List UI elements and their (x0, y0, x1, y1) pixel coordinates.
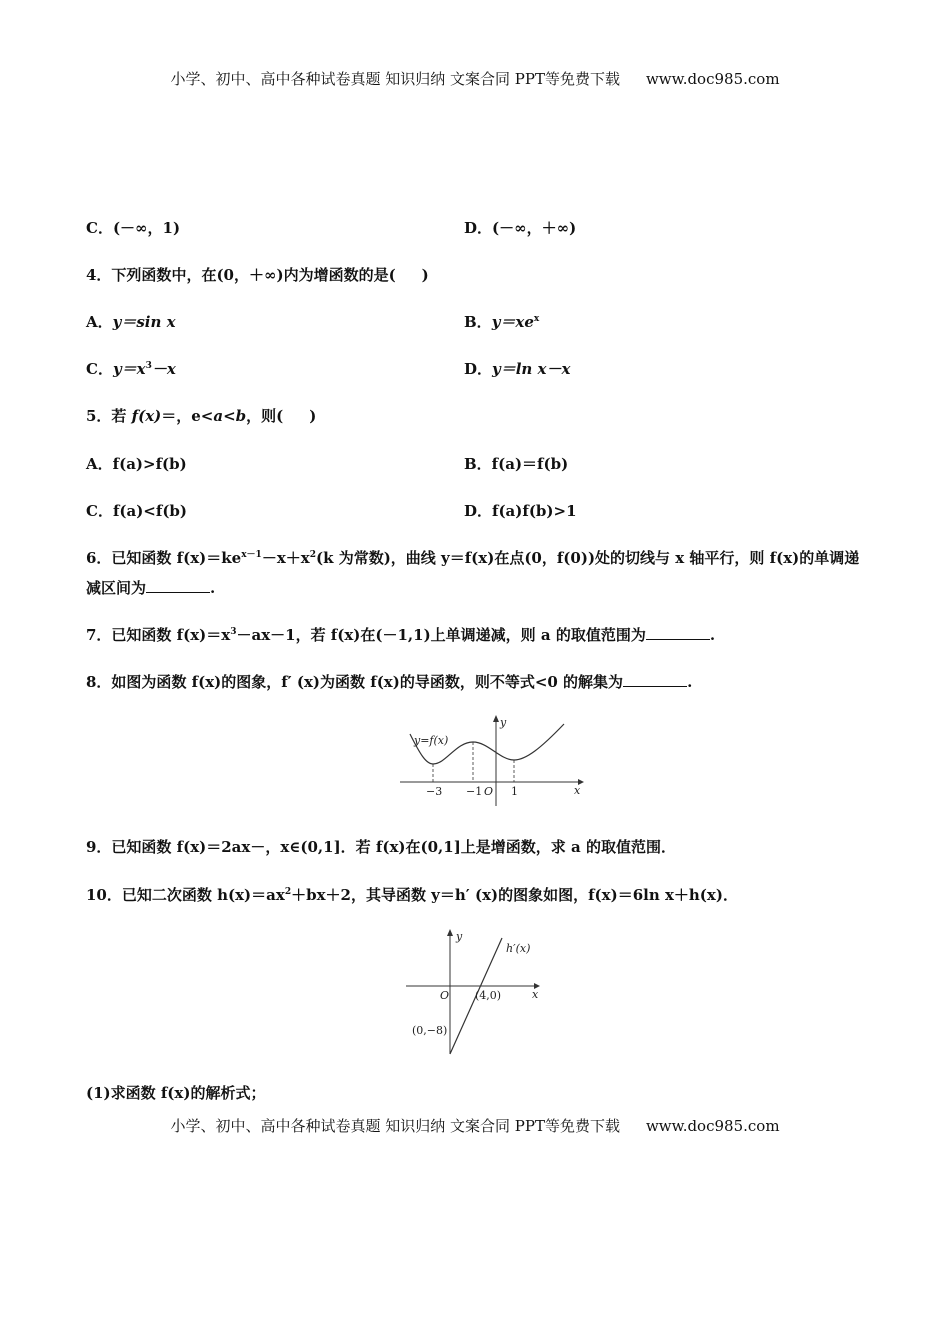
q4-stem-text: 4．下列函数中，在(0，＋∞)内为增函数的是( (86, 266, 396, 284)
q4-a-text: y＝sin x (112, 313, 176, 331)
question-10-part-1: (1)求函数 f(x)的解析式； (86, 1084, 266, 1102)
y-axis-label: y (500, 716, 507, 729)
q4-option-b (464, 308, 539, 336)
q7-answer-blank[interactable] (646, 623, 710, 640)
page-footer (0, 1115, 950, 1136)
q10-text-b: ＋bx＋2，其导函数 y＝h′ (x)的图象如图，f(x)＝6ln x＋h(x)． (291, 886, 738, 904)
question-8: 8．如图为函数 f(x)的图象，f′ (x)为函数 f(x)的导函数，则不等式<0 的解集为 . (86, 668, 692, 696)
q7-sup: 3 (230, 627, 237, 637)
point-label-4-0: (4,0) (475, 989, 502, 1002)
q5-stem-c: ，则( (246, 407, 284, 425)
q7-text-b: －ax－1，若 f(x)在(－1,1)上单调递减，则 a 的取值范围为 (236, 626, 646, 644)
point-label-0-neg8: (0,−8) (412, 1024, 448, 1037)
q5-stem-d: ) (309, 407, 317, 425)
q6-text-c: (k 为常数)，曲线 y＝f(x)在点(0，f(0))处的切线与 x 轴平行，则 f(x)的单调递 (315, 549, 860, 567)
q6-text-b: －x＋x (261, 549, 310, 567)
tick-label-neg1: −1 (466, 785, 483, 798)
figure-q8-graph (396, 712, 586, 808)
y-axis-arrow (493, 715, 499, 722)
q6-answer-blank[interactable] (146, 576, 210, 593)
x-axis-label: x (574, 784, 581, 797)
q4-b-text: y＝xe (491, 313, 534, 331)
q5-option-c: C．f(a)<f(b) (86, 502, 188, 520)
q4-option-a (86, 308, 176, 336)
line-label: h′(x) (506, 942, 531, 955)
q4-c-sup: 3 (145, 361, 152, 371)
question-7: 7．已知函数 $f(x)=x^3-ax-1$，若 f(x)在(－1,1)上单调递减，则 a 的取值范围为 . (86, 621, 715, 649)
q5-option-b: B．f(a)＝f(b) (464, 455, 569, 473)
q6-sup2: 2 (309, 550, 316, 560)
q10-text-a: 10．已知二次函数 h(x)＝ax (86, 886, 285, 904)
question-6-line1 (86, 544, 859, 572)
q6-line2-text: 减区间为 (86, 579, 147, 597)
origin-label: O (484, 785, 494, 798)
q4-b-sup: x (533, 314, 540, 324)
q5-stem-a: 5．若 (86, 407, 132, 425)
q3-option-c: C．(－∞，1) (86, 219, 181, 237)
q5-option-a: A．f(a)>f(b) (86, 455, 187, 473)
footer-url[interactable]: www.doc985.com (645, 1117, 780, 1135)
x-axis-label: x (532, 988, 539, 1001)
q4-stem-close: ) (421, 266, 429, 284)
figure-q10-graph (404, 926, 550, 1056)
question-6-line2: 减区间为 . (86, 574, 215, 602)
q8-answer-blank[interactable] (623, 670, 687, 687)
curve-label: y=f(x) (414, 734, 449, 747)
origin-label: O (440, 989, 450, 1002)
q6-text-a: 6．已知函数 f(x)＝ke (86, 549, 242, 567)
q10-sup: 2 (284, 887, 292, 897)
q5-option-d: D．f(a)f(b)>1 (464, 502, 577, 520)
footer-text: 小学、初中、高中各种试卷真题 知识归纳 文案合同 PPT等免费下载 (170, 1117, 620, 1135)
tick-label-1: 1 (511, 785, 518, 798)
q4-c-text: y＝x (112, 360, 146, 378)
y-axis-label: y (456, 930, 463, 943)
question-9: 9．已知函数 f(x)＝2ax－，x∈(0,1]．若 f(x)在(0,1]上是增函数，求 a 的取值范围． (86, 838, 676, 856)
header-url[interactable]: www.doc985.com (645, 70, 780, 88)
q4-c-label: C． (86, 360, 113, 378)
q3-option-d: D．(－∞，＋∞) (464, 219, 577, 237)
tick-label-neg3: −3 (426, 785, 443, 798)
q4-option-c (86, 355, 176, 383)
page-header (0, 68, 950, 89)
q4-a-label: A． (86, 313, 113, 331)
q6-sup1: x－1 (241, 550, 262, 560)
question-4-stem (86, 261, 429, 289)
q4-option-d (464, 355, 570, 383)
question-10 (86, 881, 738, 909)
y-axis-arrow (447, 929, 453, 936)
q8-text: 8．如图为函数 f(x)的图象，f′ (x)为函数 f(x)的导函数，则不等式<0 的解集为 (86, 673, 624, 691)
q4-b-label: B． (464, 313, 492, 331)
header-text: 小学、初中、高中各种试卷真题 知识归纳 文案合同 PPT等免费下载 (170, 70, 620, 88)
q7-text-a: 7．已知函数 f(x)＝x (86, 626, 231, 644)
question-5-stem (86, 402, 316, 430)
q4-d-text: y＝ln x－x (492, 360, 571, 378)
q5-stem-b: ＝，e< (161, 407, 214, 425)
q4-c-text2: －x (151, 360, 176, 378)
q4-d-label: D． (464, 360, 493, 378)
q5-stem-ab: a<b (213, 407, 247, 425)
q5-stem-f: f(x) (131, 407, 162, 425)
